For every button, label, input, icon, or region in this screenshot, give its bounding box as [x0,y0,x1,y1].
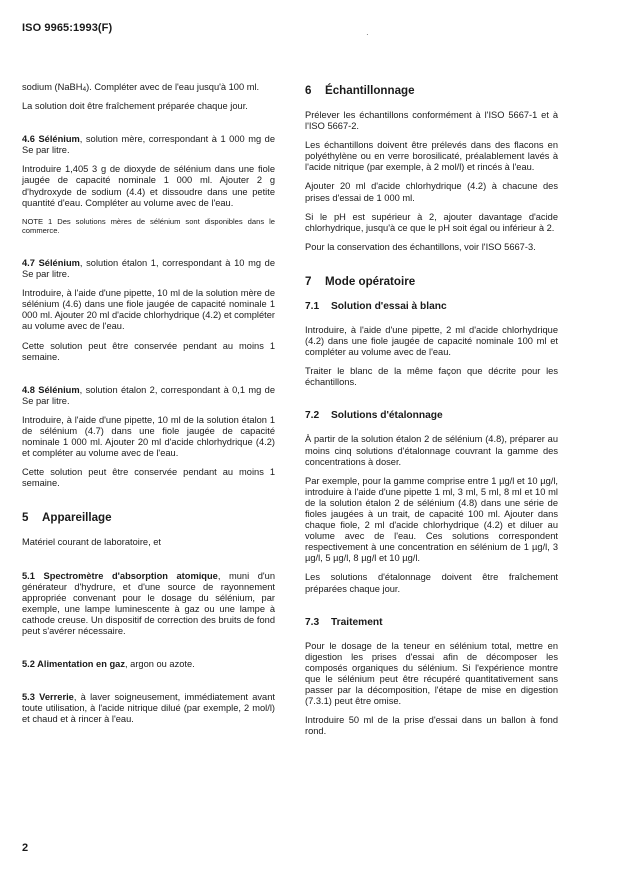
clause-title: 4.7 Sélénium [22,257,80,268]
section-6-p3: Ajouter 20 ml d'acide chlorhydrique (4.2) à chacune des prises d'essai de 1 000 ml. [305,181,558,203]
section-number: 7 [305,274,312,288]
clause-5-1 [22,571,275,638]
clause-7-3-heading [305,617,558,629]
section-title: Mode opératoire [325,274,416,288]
clause-7-1-p1: Introduire, à l'aide d'une pipette, 2 ml d'acide chlorhydrique (4.2) dans une fiole jaugée de capacité nominale 100 ml et compléter au volume avec de l'eau. [305,324,558,358]
text: , solution mère, correspondant à 1 000 mg de Se par litre. [22,134,275,156]
section-7-heading [305,275,558,289]
clause-7-1-heading [305,301,558,313]
section-title: Échantillonnage [325,84,415,97]
scan-speck: · [366,30,369,39]
text: , argon ou azote. [124,659,195,670]
section-5-intro: Matériel courant de laboratoire, et [22,537,162,548]
section-number: 5 [22,511,29,525]
document-header: ISO 9965:1993(F) [22,22,113,34]
text: , muni d'un générateur d'hydrure, et d'une source de rayonnement appropriée convenant pour le dosage du sélénium, par exemple, une lampe luminescente à gaz ou une lampe à cathode creuse. Un dispositif de correction des bruits de fond peut s'avérer nécessaire. [22,570,275,636]
section-6-p4: Si le pH est supérieur à 2, ajouter davantage d'acide chlorhydrique, jusqu'à ce que le pH soit égal ou inférieur à 2. [305,211,558,233]
clause-7-2-p3: Les solutions d'étalonnage doivent être fraîchement préparées chaque jour. [305,572,558,594]
clause-7-2-p1: À partir de la solution étalon 2 de sélénium (4.8), préparer au moins cinq solutions d'étalonnage couvrant la gamme des concentrations à doser. [305,434,558,467]
clause-5-2 [22,659,275,670]
section-6-heading [305,84,558,98]
note-1: NOTE 1 Des solutions mères de sélénium sont disponibles dans le commerce. [22,216,275,236]
clause-title: 5.1 Spectromètre d'absorption atomique [22,570,218,581]
text: , solution étalon 2, correspondant à 0,1 mg de Se par litre. [22,384,275,406]
subscript: 4 [82,86,87,93]
page-number: 2 [22,842,29,854]
clause-7-2-heading [305,410,558,422]
section-5-heading [22,511,275,525]
clause-number: 7.1 [305,300,320,312]
section-6-p1: Prélever les échantillons conformément à l'ISO 5667-1 et à l'ISO 5667-2. [305,110,558,132]
clause-7-3-p2: Introduire 50 ml de la prise d'essai dans un ballon à fond rond. [305,715,558,737]
clause-number: 7.3 [305,616,320,628]
clause-title: 5.2 Alimentation en gaz [22,659,125,670]
clause-title: 4.6 Sélénium [22,134,80,145]
section-6-p5: Pour la conservation des échantillons, voir l'ISO 5667-3. [305,241,536,252]
clause-number: 7.2 [305,410,320,422]
clause-7-1-p2: Traiter le blanc de la même façon que décrite pour les échantillons. [305,366,558,388]
text: , solution étalon 1, correspondant à 10 mg de Se par litre. [22,257,275,280]
clause-7-3-p1: Pour le dosage de la teneur en sélénium total, mettre en digestion les prises d'essai afin de décomposer les composés organiques du sélénium. Si l'expérience montre que le sélénium peut être récupéré quantitativement sans passer par la décomposition, l'étape de mise en digestion (7.3.1) peut être omise. [305,640,558,707]
clause-title: Traitement [331,616,383,628]
clause-4-7-heading [22,258,275,280]
section-title: Appareillage [42,511,112,525]
section-6-p2: Les échantillons doivent être prélevés dans des flacons en polyéthylène ou en verre borosilicaté, préalablement lavés à l'acide nitrique (par exemple, à 2 mol/l) et rincés à l'eau. [305,140,558,173]
paragraph-fresh: La solution doit être fraîchement préparée chaque jour. [22,101,248,112]
clause-title: 5.3 Verrerie [22,692,74,703]
text: ). Compléter avec de l'eau jusqu'à 100 ml. [86,82,260,92]
clause-title: Solutions d'étalonnage [331,410,443,422]
clause-title: 4.8 Sélénium [22,384,80,395]
clause-5-3 [22,692,275,725]
clause-4-8-heading [22,385,275,407]
left-column [22,82,275,733]
right-column [305,84,558,745]
section-number: 6 [305,84,312,97]
text: , à laver soigneusement, immédiatement avant toute utilisation, à l'acide nitrique dilué (par exemple, 2 mol/l) et chaud et à rincer à l'eau. [22,692,275,725]
clause-4-8-body: Introduire, à l'aide d'une pipette, 10 ml de la solution étalon 1 de sélénium (4.7) dans une fiole jaugée de capacité nominale 1 000 ml. Ajouter 20 ml d'acide chlorhydrique (4.2) et compléter au volume avec de l'eau. [22,414,275,459]
clause-4-6-heading [22,134,275,156]
clause-4-7-body: Introduire, à l'aide d'une pipette, 10 ml de la solution mère de sélénium (4.6) dans une fiole jaugée de capacité nominale 1 000 ml. Ajouter 20 ml d'acide chlorhydrique (4.2) et compléter au volume avec de l'eau. [22,288,275,332]
clause-4-6-body: Introduire 1,405 3 g de dioxyde de sélénium dans une fiole jaugée de capacité nominale 1 000 ml. Ajouter 2 g d'hydroxyde de sodium (4.4) et dissoudre dans une petite quantité d'eau. Compléter au volume avec de l'eau. [22,164,275,208]
clause-7-2-p2: Par exemple, pour la gamme comprise entre 1 µg/l et 10 µg/l, introduire à l'aide d'une pipette 1 ml, 3 ml, 5 ml, 8 ml et 10 ml de la solution étalon 2 de sélénium (4.8) dans une série de fioles jaugées à un trait, de capacité 100 ml. Ajouter dans chaque fiole, 2 ml d'acide chlorhydrique (4.2) et diluer au volume avec de l'eau. Ces solutions correspondent respectivement à une concentration en sélénium de 1 µg/l, 3 µg/l, 5 µg/l, 8 µg/l et 10 µg/l. [305,475,558,564]
paragraph-nabh4 [22,82,275,93]
clause-title: Solution d'essai à blanc [331,300,447,312]
clause-4-7-keep: Cette solution peut être conservée pendant au moins 1 semaine. [22,340,275,362]
text: sodium (NaBH [22,82,83,92]
clause-4-8-keep: Cette solution peut être conservée pendant au moins 1 semaine. [22,467,275,489]
